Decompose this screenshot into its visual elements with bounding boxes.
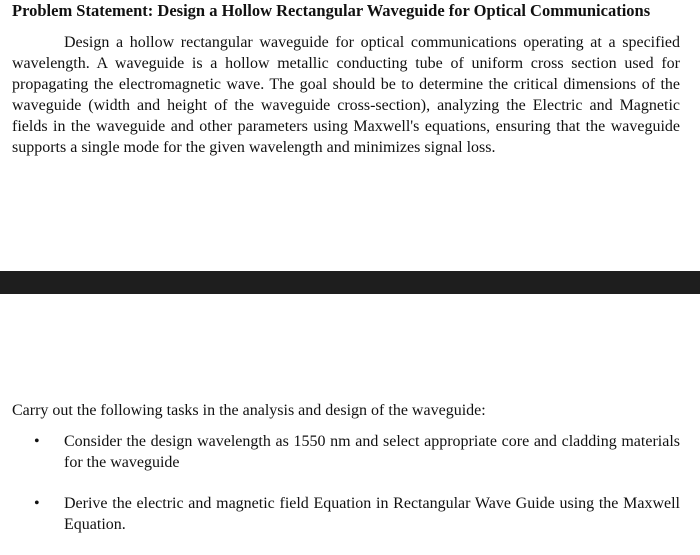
list-item — [0, 431, 680, 473]
problem-description: Design a hollow rectangular waveguide for optical communications operating at a specified wavelength. A waveguide is a hollow metallic conducting tube of uniform cross section used for propagating the electromagnetic wave. The goal should be to determine the critical dimensions of the waveguide (width and height of the waveguide cross-section), analyzing the Electric and Magnetic fields in the waveguide and other parameters using Maxwell's equations, ensuring that the waveguide supports a single mode for the given wavelength and minimizes signal loss. — [12, 34, 680, 156]
tasks-intro: Carry out the following tasks in the analysis and design of the waveguide: — [12, 402, 486, 419]
bullet-icon: • — [34, 495, 40, 512]
task-list — [0, 431, 700, 555]
task-text: Consider the design wavelength as 1550 nm and select appropriate core and cladding materials for the waveguide — [64, 433, 680, 471]
problem-title: Problem Statement: Design a Hollow Rectangular Waveguide for Optical Communications — [12, 1, 651, 20]
task-text: Derive the electric and magnetic field Equation in Rectangular Wave Guide using the Maxwell Equation. — [64, 495, 680, 533]
list-item — [0, 493, 680, 535]
upper-page-section — [0, 0, 700, 270]
bullet-icon: • — [34, 433, 40, 450]
page-divider-bar — [0, 271, 700, 294]
